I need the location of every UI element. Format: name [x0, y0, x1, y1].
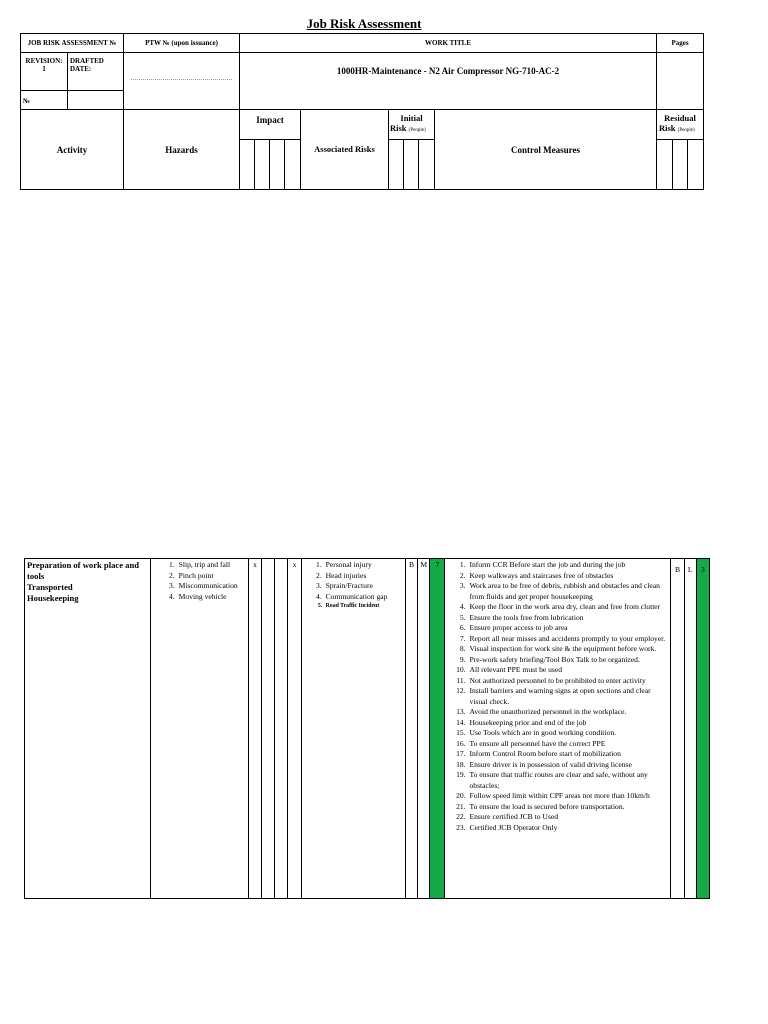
- drafted-label: DRAFTED: [70, 57, 104, 65]
- initial-severity: M: [418, 559, 430, 899]
- residual-sub-3: [687, 139, 704, 190]
- impact-mark: x: [288, 559, 301, 899]
- list-item: 16. To ensure all personnel have the correct PPE: [467, 739, 668, 750]
- impact-mark: x: [248, 559, 261, 899]
- no-label: №: [23, 97, 31, 105]
- activity-line: Transported: [27, 582, 73, 592]
- residual-likelihood-value: B: [674, 565, 681, 574]
- activity-line: Preparation of work place and tools: [27, 560, 140, 581]
- associated-risks-list-small: [304, 602, 403, 610]
- pages-label: Pages: [671, 39, 689, 47]
- impact-sub-1: [239, 139, 255, 190]
- list-item: 11. Not authorized personnel to be prohibited to enter activity: [467, 676, 668, 687]
- list-item: 3. Work area to be free of debris, rubbish and obstacles and clean from fluids and get proper housekeeping: [467, 581, 668, 602]
- work-title-value-cell: [239, 52, 657, 110]
- impact-mark: [262, 559, 275, 899]
- list-item: 13. Avoid the unauthorized personnel in the workplace.: [467, 707, 668, 718]
- control-measures-header: Control Measures: [511, 145, 580, 155]
- list-item: 2. Keep walkways and staircases free of obstacles: [467, 571, 668, 582]
- list-item: 4. Keep the floor in the work area dry, clean and free from clutter: [467, 602, 668, 613]
- list-item: 8. Visual inspection for work site & the equipment before work.: [467, 644, 668, 655]
- list-item: 5. Ensure the tools free from lubrication: [467, 613, 668, 624]
- revision-value: 1: [42, 65, 46, 73]
- list-item: 1. Personal injury: [324, 560, 403, 571]
- initial-risk-word: Risk: [390, 123, 407, 133]
- list-item: 21. To ensure the load is secured before transportation.: [467, 802, 668, 813]
- revision-label: REVISION:: [25, 57, 63, 65]
- ptw-label: PTW № (upon issuance): [145, 39, 218, 47]
- initial-sub-3: [418, 139, 435, 190]
- activity-cell: [25, 559, 151, 899]
- list-item: 7. Report all near misses and accidents promptly to your employer.: [467, 634, 668, 645]
- list-item: 2. Pinch point: [177, 571, 246, 582]
- residual-severity-value: L: [687, 565, 693, 574]
- work-title-label: WORK TITLE: [425, 39, 471, 47]
- date-label: DATE:: [70, 65, 92, 73]
- list-item: 1. Inform CCR Before start the job and during the job: [467, 560, 668, 571]
- list-item: 2. Head injuries: [324, 571, 403, 582]
- list-item: 19. To ensure that traffic routes are clear and safe, without any obstacles;: [467, 770, 668, 791]
- residual-likelihood: [671, 559, 684, 899]
- list-item: 6. Ensure proper access to job area: [467, 623, 668, 634]
- control-measures-list: [447, 560, 668, 833]
- list-item: 5. Road Traffic Incident: [324, 602, 403, 610]
- activity-line: Housekeeping: [27, 593, 79, 603]
- no-value-cell: [67, 90, 124, 110]
- list-item: 20. Follow speed limit within CPF areas not more than 10km/h: [467, 791, 668, 802]
- associated-risks-list: [304, 560, 403, 602]
- risk-row-table: [24, 558, 710, 899]
- residual-rating: [696, 559, 709, 899]
- pages-value-cell: [656, 52, 704, 110]
- list-item: 4. Communication gap: [324, 592, 403, 603]
- impact-sub-2: [254, 139, 270, 190]
- list-item: 23. Certified JCB Operator Only: [467, 823, 668, 834]
- residual-sub-1: [656, 139, 673, 190]
- hazards-header: Hazards: [165, 145, 198, 155]
- control-measures-cell: [445, 559, 671, 899]
- activity-header: Activity: [56, 145, 88, 155]
- residual-risk-word: Risk: [659, 123, 676, 133]
- jra-no-label: JOB RISK ASSESSMENT №: [27, 39, 117, 47]
- residual-risk-header-2: [659, 123, 704, 133]
- hazards-cell: [150, 559, 248, 899]
- initial-risk-header: Initial: [400, 113, 423, 123]
- list-item: 10. All relevant PPE must be used: [467, 665, 668, 676]
- residual-rating-value: 3: [700, 565, 705, 574]
- residual-people: (People): [677, 128, 695, 133]
- list-item: 3. Miscommunication: [177, 581, 246, 592]
- impact-mark: [275, 559, 288, 899]
- initial-rating: 7: [430, 559, 445, 899]
- table-row: [25, 559, 710, 899]
- associated-risks-cell: [301, 559, 405, 899]
- impact-sub-4: [284, 139, 301, 190]
- hazards-list: [153, 560, 246, 602]
- impact-sub-3: [269, 139, 285, 190]
- residual-sub-2: [672, 139, 688, 190]
- initial-risk-header-2: [390, 123, 435, 133]
- list-item: 4. Moving vehicle: [177, 592, 246, 603]
- associated-risks-header: Associated Risks: [314, 144, 375, 154]
- document-title: Job Risk Assessment: [306, 16, 422, 31]
- list-item: 22. Ensure certified JCB to Used: [467, 812, 668, 823]
- work-title-value: 1000HR-Maintenance - N2 Air Compressor NG-710-AC-2: [336, 66, 560, 76]
- initial-likelihood: B: [405, 559, 417, 899]
- list-item: 18. Ensure driver is in possession of valid driving license: [467, 760, 668, 771]
- list-item: 14. Housekeeping prior and end of the job: [467, 718, 668, 729]
- ptw-dots: ……………………………………………: [130, 76, 233, 82]
- list-item: 1. Slip, trip and fall: [177, 560, 246, 571]
- initial-people: (People): [408, 128, 426, 133]
- residual-severity: [684, 559, 696, 899]
- list-item: 9. Pre-work safety briefing/Tool Box Talk to be organized.: [467, 655, 668, 666]
- residual-risk-header: Residual: [664, 113, 696, 123]
- list-item: 17. Inform Control Room before start of mobilization: [467, 749, 668, 760]
- list-item: 3. Sprain/Fracture: [324, 581, 403, 592]
- list-item: 12. Install barriers and warning signs at open sections and clear visual check.: [467, 686, 668, 707]
- list-item: 15. Use Tools which are in good working condition.: [467, 728, 668, 739]
- initial-sub-1: [388, 139, 404, 190]
- impact-header: Impact: [256, 115, 284, 125]
- initial-sub-2: [403, 139, 419, 190]
